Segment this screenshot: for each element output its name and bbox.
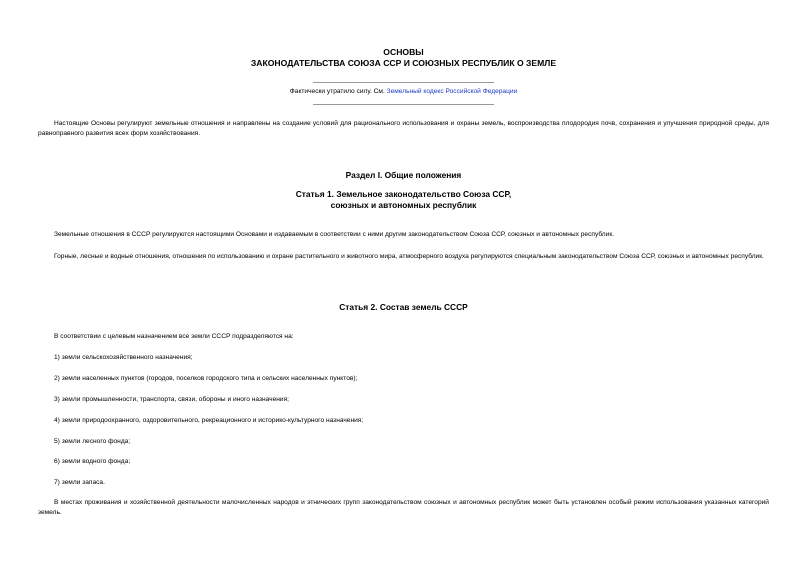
list-item: 6) земли водного фонда; [54,458,131,465]
list-item: 1) земли сельскохозяйственного назначения; [54,354,193,361]
section-heading: Раздел I. Общие положения [345,170,462,180]
document-title-line1: ОСНОВЫ [383,47,424,57]
article2-closing-paragraph: В местах проживания и хозяйственной деятельности малочисленных народов и этнических групп законодательством союзных и автономных республик может быть установлен особый режим использования указанных категорий земель. [38,499,769,516]
article1-heading-line2: союзных и автономных республик [330,200,477,210]
list-item: 7) земли запаса. [54,479,105,486]
article2-heading: Статья 2. Состав земель СССР [339,302,468,312]
list-item: 5) земли лесного фонда; [54,438,131,445]
document-title-line2: ЗАКОНОДАТЕЛЬСТВА СОЮЗА ССР И СОЮЗНЫХ РЕСПУБЛИК О ЗЕМЛЕ [250,58,557,68]
article1-heading-line1: Статья 1. Земельное законодательство Союза ССР, [295,189,512,199]
repeal-notice [0,87,807,96]
land-code-link[interactable]: Земельный кодекс Российской Федерации [386,88,518,95]
article1-paragraph-1: Земельные отношения в СССР регулируются настоящими Основами и издаваемым в соответствии с ними другим законодательством Союза ССР, союзных и автономных республик. [54,231,615,238]
article2-intro: В соответствии с целевым назначением все земли СССР подразделяются на: [54,333,294,340]
list-item: 3) земли промышленности, транспорта, связи, обороны и иного назначения; [54,396,289,403]
list-item: 4) земли природоохранного, оздоровительного, рекреационного и историко-культурного назначения; [54,417,364,424]
article1-paragraph-2: Горные, лесные и водные отношения, отношения по использованию и охране растительного и животного мира, атмосферного воздуха регулируются специальным законодательством Союза ССР, союзных и автономных республик. [54,253,764,260]
divider-top [313,82,494,83]
preamble-paragraph: Настоящие Основы регулируют земельные отношения и направлены на создание условий для рационального использования и охраны земель, воспроизводства плодородия почв, сохранения и улучшения природной среды, для равноправного развития всех форм хозяйствования. [38,120,769,137]
list-item: 2) земли населенных пунктов (городов, поселков городского типа и сельских населенных пунктов); [54,375,358,382]
divider-bottom [313,104,494,105]
repeal-notice-text: Фактически утратило силу. См. [289,88,387,95]
